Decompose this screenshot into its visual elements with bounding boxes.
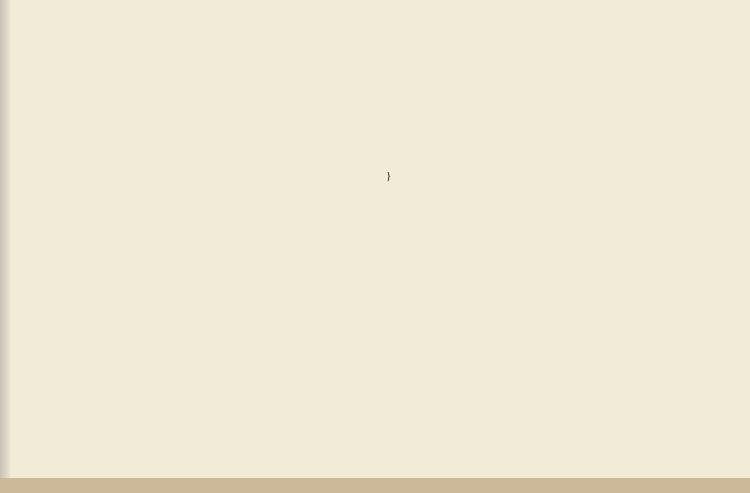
verse-line — [528, 330, 537, 341]
verse-line — [528, 298, 537, 309]
verse-line — [528, 341, 537, 352]
verse-line — [528, 309, 537, 320]
verse-line — [528, 383, 537, 394]
verse-line — [348, 358, 357, 369]
verse-3 — [348, 358, 357, 445]
lyric-brace: } — [386, 170, 392, 182]
verse-line — [348, 369, 357, 380]
verse-line — [348, 391, 357, 402]
verse-line — [348, 423, 357, 434]
verse-line — [348, 412, 357, 423]
verse-2 — [348, 274, 357, 361]
verse-line — [528, 276, 537, 287]
verse-line — [348, 274, 357, 285]
verse-line — [348, 339, 357, 350]
verse-line — [528, 320, 537, 331]
verse-line — [348, 328, 357, 339]
verse-line — [348, 296, 357, 307]
verse-line — [528, 437, 537, 448]
verse-line — [348, 285, 357, 296]
verse-line — [348, 380, 357, 391]
verse-line — [528, 372, 537, 383]
verse-line — [528, 361, 537, 372]
verse-line — [528, 394, 537, 405]
verse-line — [348, 434, 357, 445]
verse-line — [348, 402, 357, 413]
verse-line — [528, 426, 537, 437]
verse-line — [348, 318, 357, 329]
verse-line — [528, 287, 537, 298]
verse-line — [528, 405, 537, 416]
verse-line — [528, 415, 537, 426]
verse-5 — [528, 361, 537, 448]
verse-4 — [528, 276, 537, 363]
verse-line — [348, 307, 357, 318]
